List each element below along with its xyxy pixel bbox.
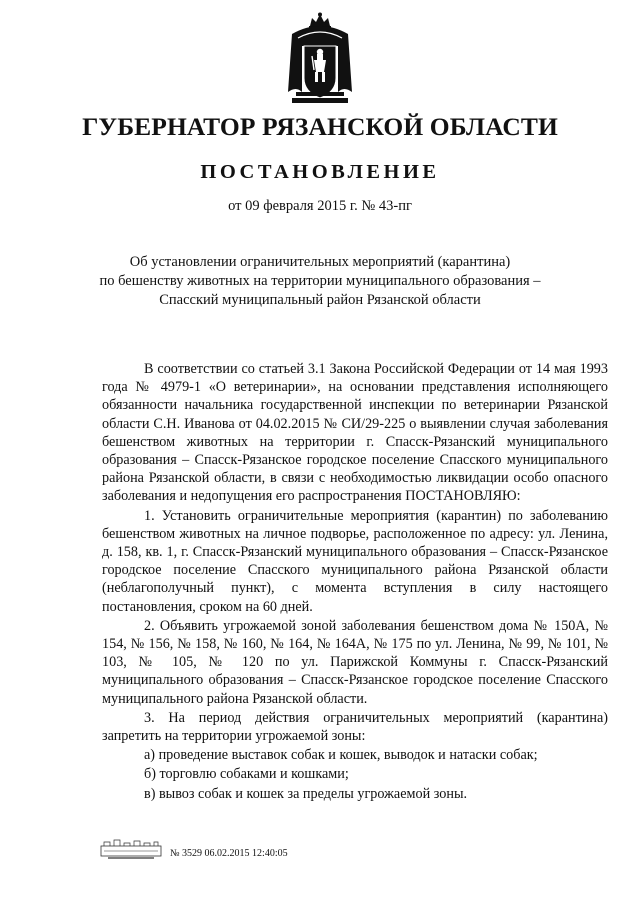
subject-line: Об установлении ограничительных мероприятий (карантина) xyxy=(129,254,511,270)
subject-line: Спасский муниципальный район Рязанской области xyxy=(159,292,481,308)
document-type: ПОСТАНОВЛЕНИЕ xyxy=(200,161,440,183)
item-3-subpoint-c: в) вывоз собак и кошек за пределы угрожаемой зоны. xyxy=(144,785,468,802)
document-body xyxy=(102,360,608,804)
item-1-paragraph: 1. Установить ограничительные мероприятия (карантин) по заболеванию бешенством животных на личное подворье, расположенное по адресу: ул. Ленина, д. 158, кв. 1, г. Спасск-Рязанский муниципального образования – Спасск-Рязанское городское поселение Спасского муниципального района Рязанской области (неблагополучный пункт), с момента вступления в силу настоящего постановления, сроком на 60 дней. xyxy=(102,507,608,615)
item-3-subpoint-a: а) проведение выставок собак и кошек, выводок и натаски собак; xyxy=(144,747,538,764)
coat-of-arms-icon xyxy=(284,12,356,108)
document-date-number: от 09 февраля 2015 г. № 43-пг xyxy=(228,198,412,214)
authority-title: ГУБЕРНАТОР РЯЗАНСКОЙ ОБЛАСТИ xyxy=(82,112,558,141)
preamble-paragraph: В соответствии со статьей 3.1 Закона Российской Федерации от 14 мая 1993 года № 4979-1 «О ветеринарии», на основании представления исполняющего обязанности начальника государственной инспекции по ветеринарии Рязанской области С.Н. Иванова от 04.02.2015 № СИ/29-225 о выявлении случая заболевания бешенством животных на территории г. Спасск-Рязанский муниципального образования – Спасск-Рязанское городское поселение Спасского муниципального района Рязанской области, в связи с необходимостью ликвидации особо опасного заболевания и недопущения его распространения ПОСТАНОВЛЯЮ: xyxy=(102,361,608,505)
subject-line: по бешенству животных на территории муниципального образования – xyxy=(99,273,541,289)
document-subject xyxy=(80,253,560,310)
item-3-paragraph: 3. На период действия ограничительных мероприятий (карантина) запретить на территории угрожаемой зоны: xyxy=(102,709,608,745)
item-3-subpoint-b: б) торговлю собаками и кошками; xyxy=(144,766,349,783)
registration-mark: № 3529 06.02.2015 12:40:05 xyxy=(170,848,288,859)
item-2-paragraph: 2. Объявить угрожаемой зоной заболевания бешенством дома № 150А, № 154, № 156, № 158, № 160, № 164, № 164А, № 175 по ул. Ленина, № 99, № 101, № 103, № 105, № 120 по ул. Парижской Коммуны г. Спасск-Рязанский муниципального образования – Спасск-Рязанское городское поселение Спасского муниципального района Рязанской области. xyxy=(102,617,608,707)
registration-stamp-icon xyxy=(100,838,162,860)
